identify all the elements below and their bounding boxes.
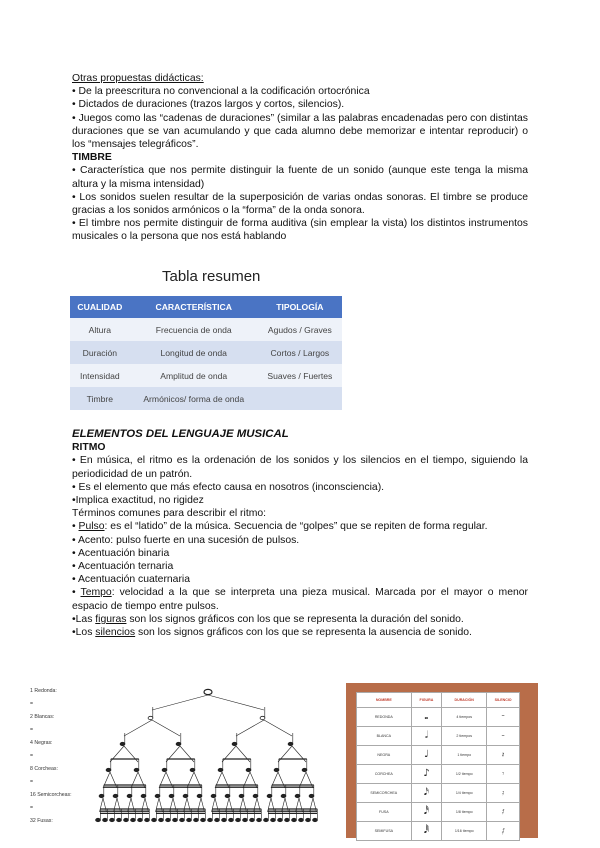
note-head	[288, 742, 293, 745]
column-header: SILENCIO	[487, 693, 520, 708]
whole-note	[204, 689, 212, 694]
note-head	[173, 818, 178, 821]
figuras-prefix: •Las	[72, 613, 96, 625]
table-row	[357, 727, 520, 746]
note-head	[187, 818, 192, 821]
figura-nombre: REDONDA	[357, 708, 412, 727]
note-head	[127, 794, 132, 797]
note-head	[313, 818, 318, 821]
tree-label-blancas: 2 Blancas:	[30, 714, 55, 720]
table-row	[70, 387, 342, 410]
quarter-note-icon: ♩	[411, 746, 442, 765]
note-head	[176, 742, 181, 745]
pulso-line	[72, 520, 528, 533]
table-header-row	[70, 296, 342, 318]
note-head	[232, 742, 237, 745]
note-head	[183, 794, 188, 797]
half-note-icon: 𝅗𝅥	[411, 727, 442, 746]
note-head	[166, 818, 171, 821]
note-head	[180, 818, 185, 821]
tree-branch	[257, 798, 261, 812]
note-head	[208, 818, 213, 821]
note-head	[131, 818, 136, 821]
note-head	[306, 818, 311, 821]
note-head	[113, 794, 118, 797]
section-elementos	[72, 428, 528, 639]
tree-label-semicorcheas: 16 Semicorcheas:	[30, 792, 72, 798]
note-head	[299, 818, 304, 821]
silencios-line	[72, 626, 528, 639]
table-cell: Altura	[70, 318, 130, 341]
note-head	[246, 768, 251, 771]
note-head	[152, 818, 157, 821]
whole-rest-icon: 𝄻	[487, 708, 520, 727]
note-head	[201, 818, 206, 821]
table-cell: Longitud de onda	[130, 341, 258, 364]
note-head	[264, 818, 269, 821]
ritmo-heading: RITMO	[72, 442, 106, 454]
tree-branch	[173, 798, 177, 812]
note-head	[110, 818, 115, 821]
note-head	[197, 794, 202, 797]
note-head	[278, 818, 283, 821]
note-head	[138, 818, 143, 821]
figura-nombre: SEMICORCHEA	[357, 784, 412, 803]
column-header: CUALIDAD	[70, 296, 130, 318]
table-cell: Suaves / Fuertes	[258, 364, 342, 387]
silencios-term: silencios	[95, 627, 136, 639]
tree-branch	[152, 695, 208, 710]
timbre-bullet: • Característica que nos permite distinguir la fuente de un sonido (aunque este tenga la misma altura y la misma intensidad)	[72, 165, 528, 190]
sixty-fourth-note-icon: 𝅘𝅥𝅱	[411, 822, 442, 841]
note-head	[222, 818, 227, 821]
tree-branch	[145, 798, 149, 812]
figura-nombre: SEMIFUSA	[357, 822, 412, 841]
didacticas-bullet: • Juegos como las “cadenas de duraciones” (similar a las palabras encadenadas pero con distintas duraciones que se van acumulando y que cada alumno debe memorizar e intentar reproducir) o los “mensajes telegráficos”.	[72, 112, 528, 151]
note-head	[281, 794, 286, 797]
note-head	[292, 818, 297, 821]
note-head	[285, 818, 290, 821]
tree-label-equals: =	[30, 779, 34, 785]
whole-note-icon: 𝅝	[411, 708, 442, 727]
figura-nombre: BLANCA	[357, 727, 412, 746]
figura-nombre: FUSA	[357, 803, 412, 822]
tempo-term: Tempo	[80, 587, 112, 599]
tree-branch	[201, 798, 205, 812]
table-cell: Intensidad	[70, 364, 130, 387]
acento-line: • Acentuación binaria	[72, 547, 170, 559]
note-head	[271, 818, 276, 821]
ritmo-line: •Implica exactitud, no rigidez	[72, 495, 204, 507]
timbre-bullet: • Los sonidos suelen resultar de la superposición de varias ondas sonoras. El timbre se produce gracias a los sonidos armónicos o la “forma” de la onda sonora.	[72, 191, 528, 217]
note-head	[215, 818, 220, 821]
pulso-bullet: •	[72, 521, 79, 533]
silencios-prefix: •Los	[72, 627, 96, 639]
tree-label-fusas: 32 Fusas:	[30, 818, 53, 824]
note-head	[236, 818, 241, 821]
note-head	[225, 794, 230, 797]
tabla-resumen-title: Tabla resumen	[162, 268, 261, 285]
tree-label-negras: 4 Negras:	[30, 740, 53, 746]
table-cell: Armónicos/ forma de onda	[130, 387, 258, 410]
ritmo-line: • Es el elemento que más efecto causa en nosotros (inconsciencia).	[72, 481, 385, 493]
tree-branch	[236, 720, 264, 736]
tempo-bullet: •	[72, 587, 81, 599]
note-head	[159, 818, 164, 821]
silencios-definition: son los signos gráficos con los que se representa la ausencia de sonido.	[135, 627, 472, 639]
tabla-resumen	[70, 296, 342, 410]
ritmo-line: Términos comunes para describir el ritmo:	[72, 508, 267, 520]
didacticas-bullet: • Dictados de duraciones (trazos largos y cortos, silencios).	[72, 99, 345, 111]
note-head	[124, 818, 129, 821]
tree-branch	[159, 798, 163, 812]
tree-branch	[215, 798, 219, 812]
figura-duracion: 1/2 tiempo	[442, 765, 487, 784]
table-row	[70, 341, 342, 364]
table-cell: Cortos / Largos	[258, 341, 342, 364]
tree-label-redonda: 1 Redonda:	[30, 688, 57, 694]
table-cell	[258, 387, 342, 410]
tree-branch	[131, 798, 135, 812]
note-tree-drawing	[20, 686, 330, 826]
note-head	[134, 768, 139, 771]
sixteenth-rest-icon: 𝄿	[487, 784, 520, 803]
tree-branch	[299, 798, 303, 812]
tree-label-equals: =	[30, 701, 34, 707]
acento-line: • Acentuación cuaternaria	[72, 574, 191, 586]
figuras-term: figuras	[95, 613, 127, 625]
table-row	[357, 765, 520, 784]
tree-label-corcheas: 8 Corcheas:	[30, 766, 58, 772]
note-head	[120, 742, 125, 745]
half-rest-icon: 𝄼	[487, 727, 520, 746]
acento-line: • Acento: pulso fuerte en una sucesión de pulsos.	[72, 534, 300, 546]
figura-duracion: 1/16 tiempo	[442, 822, 487, 841]
note-head	[253, 794, 258, 797]
column-header: CARACTERÍSTICA	[130, 296, 258, 318]
tree-branch	[264, 720, 292, 736]
table-row	[357, 708, 520, 727]
thirty-second-note-icon: 𝅘𝅥𝅰	[411, 803, 442, 822]
note-head	[117, 818, 122, 821]
figuras-line	[72, 613, 528, 626]
pulso-term: Pulso	[78, 521, 105, 533]
note-head	[106, 768, 111, 771]
note-head	[239, 794, 244, 797]
tree-branch	[285, 798, 289, 812]
note-head	[260, 716, 265, 719]
table-cell: Frecuencia de onda	[130, 318, 258, 341]
table-row	[70, 318, 342, 341]
note-head	[155, 794, 160, 797]
figuras-table	[356, 692, 520, 841]
timbre-heading: TIMBRE	[72, 152, 112, 164]
note-head	[243, 818, 248, 821]
table-row	[357, 746, 520, 765]
section-didacticas	[72, 72, 528, 244]
tree-label-equals: =	[30, 727, 34, 733]
tree-branch	[103, 798, 107, 812]
note-head	[145, 818, 150, 821]
note-value-tree	[20, 686, 330, 826]
acento-line: • Acentuación ternaria	[72, 561, 174, 573]
table-row	[357, 803, 520, 822]
didacticas-bullet: • De la preescritura no convencional a la codificación ortocrónica	[72, 86, 370, 98]
note-head	[250, 818, 255, 821]
column-header: FIGURA	[411, 693, 442, 708]
figuras-definition: son los signos gráficos con los que se representa la duración del sonido.	[126, 613, 464, 625]
table-header-row	[357, 693, 520, 708]
table-cell: Timbre	[70, 387, 130, 410]
tree-branch	[152, 720, 180, 736]
tree-branch	[208, 695, 264, 710]
eighth-note-icon: ♪	[411, 765, 442, 784]
figura-duracion: 1/8 tiempo	[442, 803, 487, 822]
note-head	[211, 794, 216, 797]
sixteenth-note-icon: 𝅘𝅥𝅯	[411, 784, 442, 803]
figura-nombre: CORCHEA	[357, 765, 412, 784]
tree-branch	[243, 798, 247, 812]
note-head	[218, 768, 223, 771]
column-header: NOMBRE	[357, 693, 412, 708]
tree-branch	[313, 798, 317, 812]
note-head	[99, 794, 104, 797]
quarter-rest-icon: 𝄽	[487, 746, 520, 765]
note-head	[257, 818, 262, 821]
note-head	[194, 818, 199, 821]
tree-branch	[117, 798, 121, 812]
note-head	[162, 768, 167, 771]
tree-branch	[124, 720, 152, 736]
note-head	[309, 794, 314, 797]
table-cell: Agudos / Graves	[258, 318, 342, 341]
figura-duracion: 2 tiempos	[442, 727, 487, 746]
note-head	[190, 768, 195, 771]
table-row	[357, 822, 520, 841]
tree-label-equals: =	[30, 805, 34, 811]
table-cell: Duración	[70, 341, 130, 364]
note-head	[302, 768, 307, 771]
figura-duracion: 1/4 tiempo	[442, 784, 487, 803]
note-head	[169, 794, 174, 797]
note-head	[96, 818, 101, 821]
eighth-rest-icon: 𝄾	[487, 765, 520, 784]
figura-duracion: 4 tiempos	[442, 708, 487, 727]
note-head	[274, 768, 279, 771]
note-head	[141, 794, 146, 797]
tree-branch	[271, 798, 275, 812]
table-row	[357, 784, 520, 803]
note-head	[267, 794, 272, 797]
elementos-heading: ELEMENTOS DEL LENGUAJE MUSICAL	[72, 428, 289, 440]
pulso-definition: : es el “latido” de la música. Secuencia de “golpes” que se repiten de forma regular.	[104, 521, 488, 533]
table-row	[70, 364, 342, 387]
tempo-definition: : velocidad a la que se interpreta una pieza musical. Marcada por el mayor o menor espacio de tiempo entre pulsos.	[72, 587, 528, 612]
note-head	[229, 818, 234, 821]
thirty-second-rest-icon: 𝅀	[487, 803, 520, 822]
figura-duracion: 1 tiempo	[442, 746, 487, 765]
tree-label-equals: =	[30, 753, 34, 759]
note-head	[148, 716, 153, 719]
note-head	[295, 794, 300, 797]
sixty-fourth-rest-icon: 𝅁	[487, 822, 520, 841]
ritmo-line: • En música, el ritmo es la ordenación de los sonidos y los silencios en el tiempo, siguiendo la periodicidad de un patrón.	[72, 455, 528, 480]
timbre-bullet: • El timbre nos permite distinguir de forma auditiva (sin emplear la vista) los distintos instrumentos musicales o la persona que nos está hablando	[72, 218, 528, 243]
note-head	[103, 818, 108, 821]
tree-branch	[229, 798, 233, 812]
tree-branch	[187, 798, 191, 812]
column-header: TIPOLOGÍA	[258, 296, 342, 318]
didacticas-heading: Otras propuestas didácticas:	[72, 73, 204, 84]
figura-nombre: NEGRA	[357, 746, 412, 765]
column-header: DURACIÓN	[442, 693, 487, 708]
table-cell: Amplitud de onda	[130, 364, 258, 387]
tempo-line	[72, 586, 528, 612]
